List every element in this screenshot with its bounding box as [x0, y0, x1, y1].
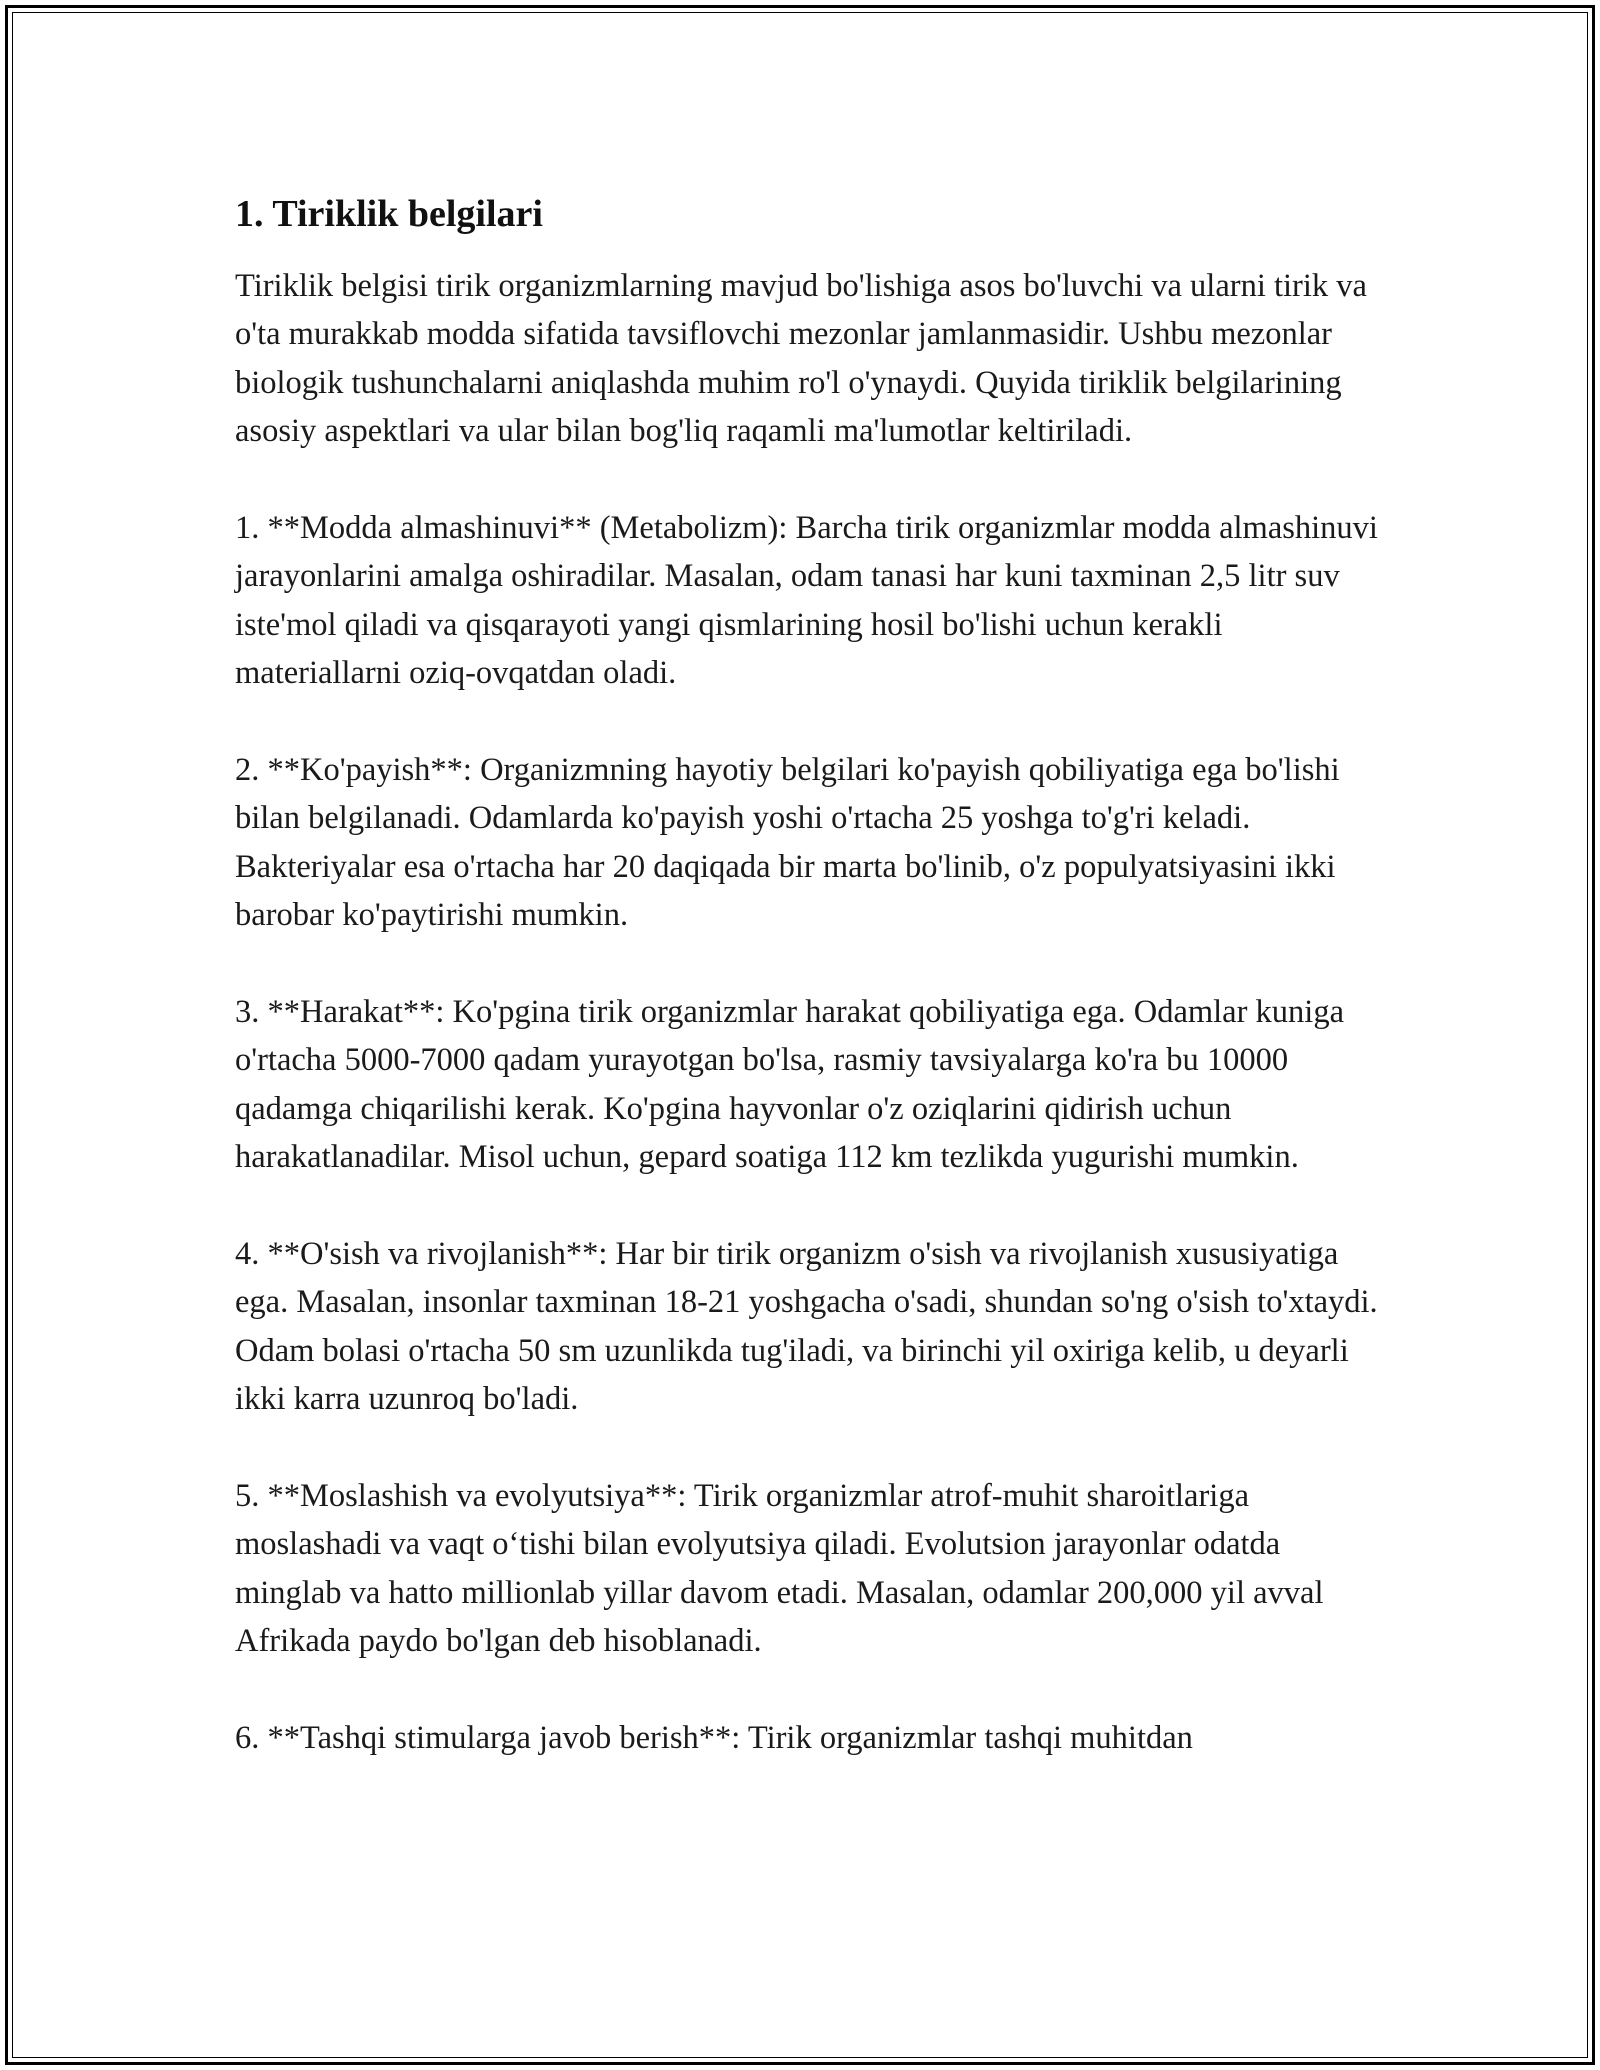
paragraph-growth: 4. **O'sish va rivojlanish**: Har bir tirik organizm o'sish va rivojlanish xususiyatiga ega. Masalan, insonlar taxminan 18-21 yoshgacha o'sadi, shundan so'ng o'sish to'xtaydi. Odam bolasi o'rtacha 50 sm uzunlikda tug'iladi, va birinchi yil oxiriga kelib, u deyarli ikki karra uzunroq bo'ladi. — [235, 1236, 1378, 1418]
paragraph-adaptation: 5. **Moslashish va evolyutsiya**: Tirik organizmlar atrof-muhit sharoitlariga moslashadi va vaqt o‘tishi bilan evolyutsiya qiladi. Evolutsion jarayonlar odatda minglab va hatto millionlab yillar davom etadi. Masalan, odamlar 200,000 yil avval Afrikada paydo bo'lgan deb hisoblanadi. — [235, 1478, 1324, 1660]
paragraph-movement: 3. **Harakat**: Ko'pgina tirik organizmlar harakat qobiliyatiga ega. Odamlar kuniga o'rtacha 5000-7000 qadam yurayotgan bo'lsa, rasmiy tavsiyalarga ko'ra bu 10000 qadamga chiqarilishi kerak. Ko'pgina hayvonlar o'z oziqlarini qidirish uchun harakatlanadilar. Misol uchun, gepard soatiga 112 km tezlikda yugurishi mumkin. — [235, 994, 1344, 1176]
document-body — [235, 183, 1385, 1811]
paragraph-stimuli: 6. **Tashqi stimularga javob berish**: Tirik organizmlar tashqi muhitdan — [235, 1720, 1193, 1757]
section-heading: 1. Tiriklik belgilari — [235, 193, 543, 235]
paragraph-metabolism: 1. **Modda almashinuvi** (Metabolizm): Barcha tirik organizmlar modda almashinuvi jarayonlarini amalga oshiradilar. Masalan, odam tanasi har kuni taxminan 2,5 litr suv iste'mol qiladi va qisqarayoti yangi qismlarining hosil bo'lishi uchun kerakli materiallarni oziq-ovqatdan oladi. — [235, 510, 1378, 692]
intro-paragraph: Tiriklik belgisi tirik organizmlarning mavjud bo'lishiga asos bo'luvchi va ularni tirik va o'ta murakkab modda sifatida tavsiflovchi mezonlar jamlanmasidir. Ushbu mezonlar biologik tushunchalarni aniqlashda muhim ro'l o'ynaydi. Quyida tiriklik belgilarining asosiy aspektlari va ular bilan bog'liq raqamli ma'lumotlar keltiriladi. — [235, 268, 1367, 450]
paragraph-reproduction: 2. **Ko'payish**: Organizmning hayotiy belgilari ko'payish qobiliyatiga ega bo'lishi bilan belgilanadi. Odamlarda ko'payish yoshi o'rtacha 25 yoshga to'g'ri keladi. Bakteriyalar esa o'rtacha har 20 daqiqada bir marta bo'linib, o'z populyatsiyasini ikki barobar ko'paytirishi mumkin. — [235, 752, 1340, 934]
